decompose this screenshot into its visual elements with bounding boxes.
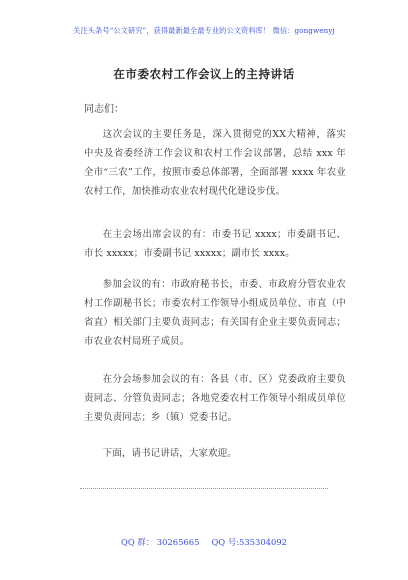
- document-title: 在市委农村工作会议上的主持讲话: [113, 67, 295, 81]
- dotted-divider: [80, 488, 328, 489]
- header-note: 关注头条号“公文研究”，获得最新最全最专业的公文资料库！ 微信：gongwenyj: [73, 26, 335, 35]
- salutation: 同志们：: [84, 104, 124, 115]
- paragraph-closing: 下面，请书记讲话，大家欢迎。: [102, 448, 237, 459]
- paragraph-branch-venue-attendees: 在分会场参加会议的有：各县（市、区）党委政府主要负责同志、分管负责同志；各地党委农村工作领导小组成员单位主要负责同志；乡（镇）党委书记。: [84, 374, 346, 423]
- paragraph-participants: 参加会议的有：市政府秘书长，市委、市政府分管农业农村工作副秘书长；市委农村工作领导小组成员单位、市直（中省直）相关部门主要负责同志；有关国有企业主要负责同志；市农业农村局班子成员。: [84, 279, 346, 347]
- footer-contact: [0, 536, 408, 548]
- paragraph-task: 这次会议的主要任务是，深入贯彻党的XX大精神，落实中央及省委经济工作会议和农村工作会议部署，总结 xxx 年全市“三农”工作，按照市委总体部署，全面部署 xxxx 年农业农村工作，加快推动农业农村现代化建设步伐。: [84, 129, 346, 197]
- paragraph-main-venue-attendees: 在主会场出席会议的有：市委书记 xxxx；市委副书记、市长 xxxxx；市委副书记 xxxxx；副市长 xxxx。: [84, 229, 346, 259]
- qq-number-label: QQ 号:535304092: [211, 537, 287, 547]
- qq-group-label: QQ 群： 30265665: [121, 537, 200, 547]
